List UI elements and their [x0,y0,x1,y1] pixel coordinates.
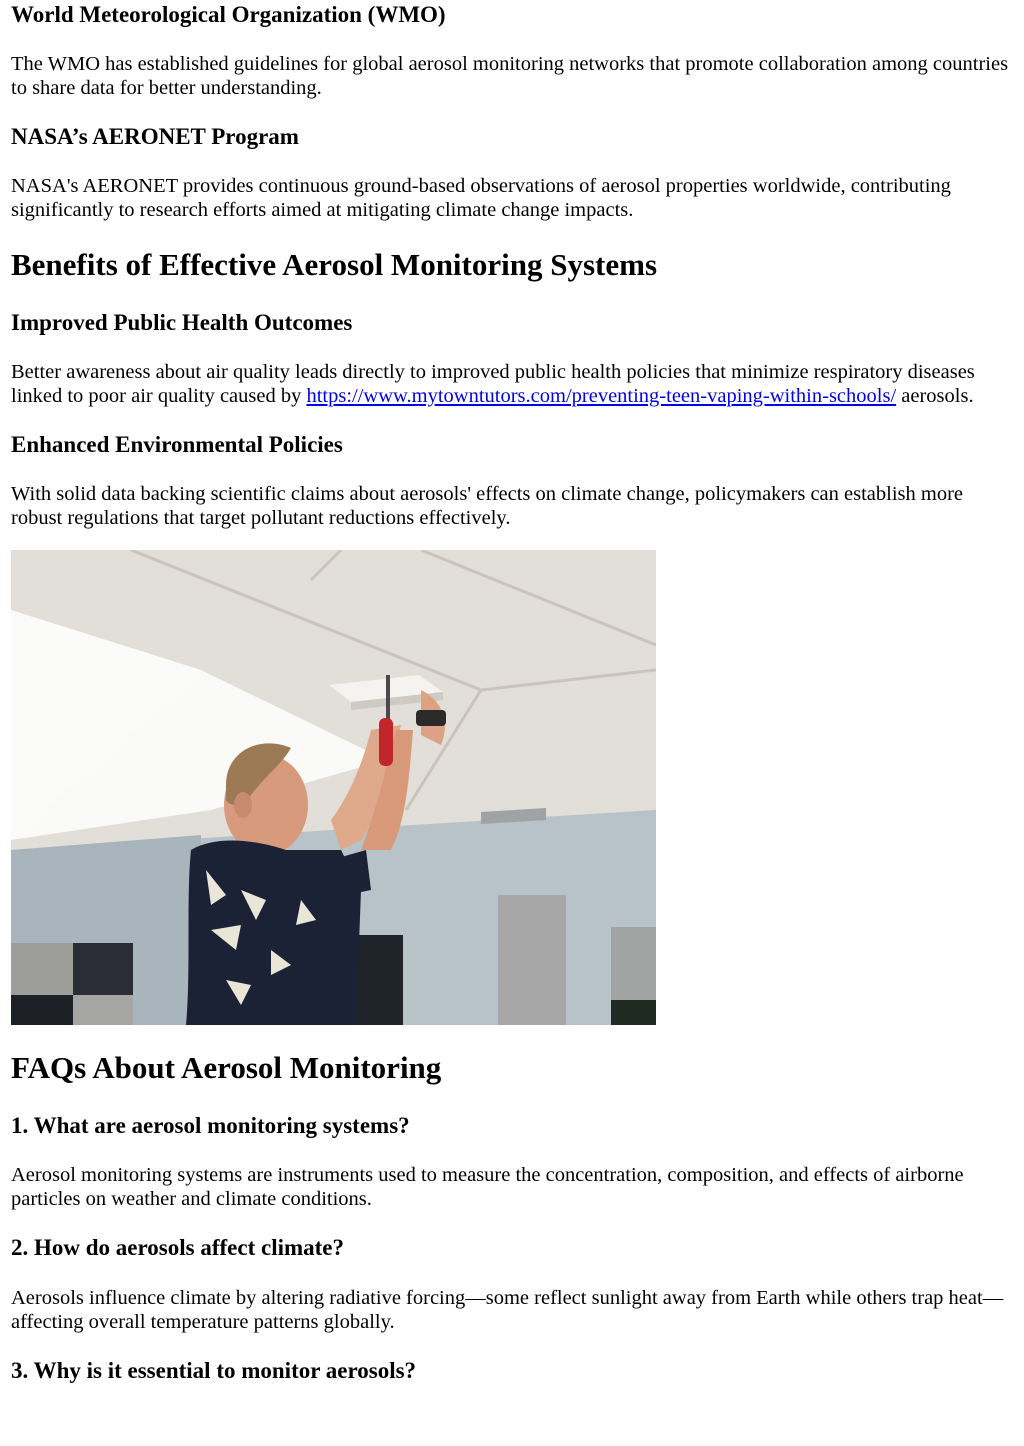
nasa-heading: NASA’s AERONET Program [11,124,299,149]
policy-paragraph: With solid data backing scientific claims about aerosols' effects on climate change, policymakers can establish more robust regulations that target pollutant reductions effectively. [11,483,964,529]
faq2-answer: Aerosols influence climate by altering radiative forcing—some reflect sunlight away from Earth while others trap heat—affecting overall temperature patterns globally. [11,1287,1004,1333]
faq1-answer: Aerosol monitoring systems are instruments used to measure the concentration, composition, and effects of airborne particles on weather and climate conditions. [11,1164,964,1210]
health-text-before: Better awareness about air quality leads directly to improved public health policies that minimize respiratory diseases linked to poor air quality caused by [11,361,975,407]
wmo-heading: World Meteorological Organization (WMO) [11,2,446,27]
vaping-prevention-link[interactable]: https://www.mytowntutors.com/preventing-teen-vaping-within-schools/ [306,384,897,407]
faq2-question: 2. How do aerosols affect climate? [11,1235,344,1260]
health-paragraph [11,361,1015,408]
health-text-after: aerosols. [901,384,974,407]
faq-heading: FAQs About Aerosol Monitoring [11,1050,442,1085]
faq1-question: 1. What are aerosol monitoring systems? [11,1113,410,1138]
health-heading: Improved Public Health Outcomes [11,310,353,335]
faq3-question: 3. Why is it essential to monitor aerosols? [11,1358,417,1383]
wmo-paragraph: The WMO has established guidelines for global aerosol monitoring networks that promote collaboration among countries to share data for better understanding. [11,53,1009,99]
ceiling-monitor-photo [11,550,656,1025]
nasa-paragraph: NASA's AERONET provides continuous ground-based observations of aerosol properties worldwide, contributing significantly to research efforts aimed at mitigating climate change impacts. [11,175,951,221]
policy-heading: Enhanced Environmental Policies [11,432,343,457]
benefits-heading: Benefits of Effective Aerosol Monitoring Systems [11,247,658,282]
